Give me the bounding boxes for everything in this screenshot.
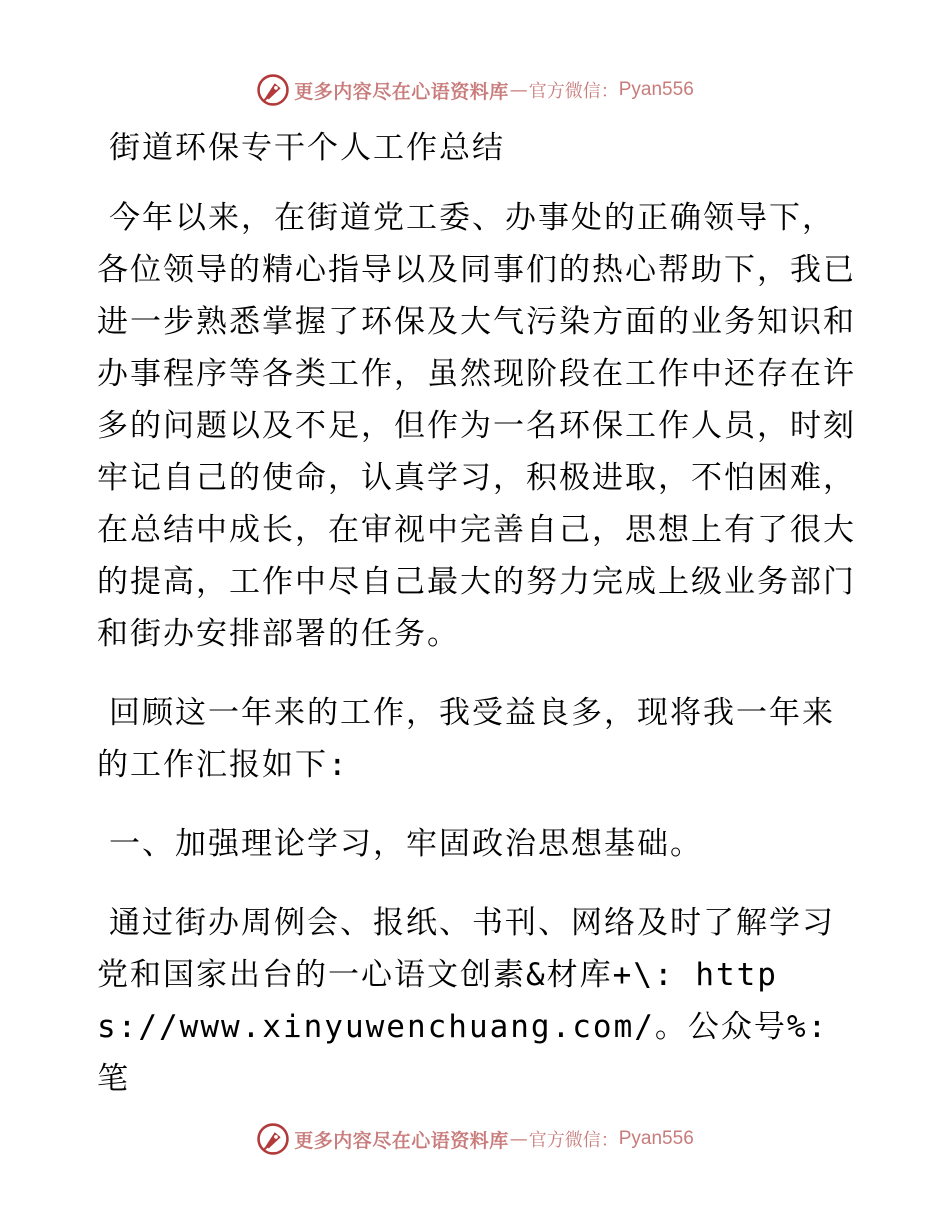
pen-nib-logo-icon <box>256 1122 290 1156</box>
watermark-banner-top <box>0 70 950 110</box>
watermark-wechat-id: Pyan556 <box>618 79 694 100</box>
paragraph-review: 回顾这一年来的工作，我受益良多，现将我一年来的工作汇报如下: <box>97 695 835 783</box>
watermark-wechat-label: 官方微信： <box>528 1130 619 1151</box>
watermark-wechat-id: Pyan556 <box>618 1128 694 1149</box>
watermark-banner-bottom <box>0 1119 950 1159</box>
watermark-separator: — <box>509 1128 528 1150</box>
watermark-text: 更多内容尽在心语资料库 <box>294 80 509 103</box>
pen-nib-logo-icon <box>256 73 290 107</box>
section-heading-1: 一、加强理论学习，牢固政治思想基础。 <box>109 826 703 862</box>
document-title: 街道环保专干个人工作总结 <box>109 130 505 166</box>
watermark-wechat-label: 官方微信： <box>528 81 619 102</box>
document-body <box>97 122 857 1132</box>
watermark-text: 更多内容尽在心语资料库 <box>294 1129 509 1152</box>
paragraph-study: 通过街办周例会、报纸、书刊、网络及时了解学习党和国家出台的一心语文创素&材库+\: https://www.xinyuwenchuang.com/。公众号%: 笔 <box>97 905 835 1097</box>
paragraph-intro: 今年以来，在街道党工委、办事处的正确领导下，各位领导的精心指导以及同事们的热心帮助下，我已进一步熟悉掌握了环保及大气污染方面的业务知识和办事程序等各类工作，虽然现阶段在工作中还存在许多的问题以及不足，但作为一名环保工作人员，时刻牢记自己的使命，认真学习，积极进取，不怕困难，在总结中成长，在审视中完善自己，思想上有了很大的提高，工作中尽自己最大的努力完成上级业务部门和街办安排部署的任务。 <box>97 200 856 652</box>
watermark-separator: — <box>509 79 528 101</box>
